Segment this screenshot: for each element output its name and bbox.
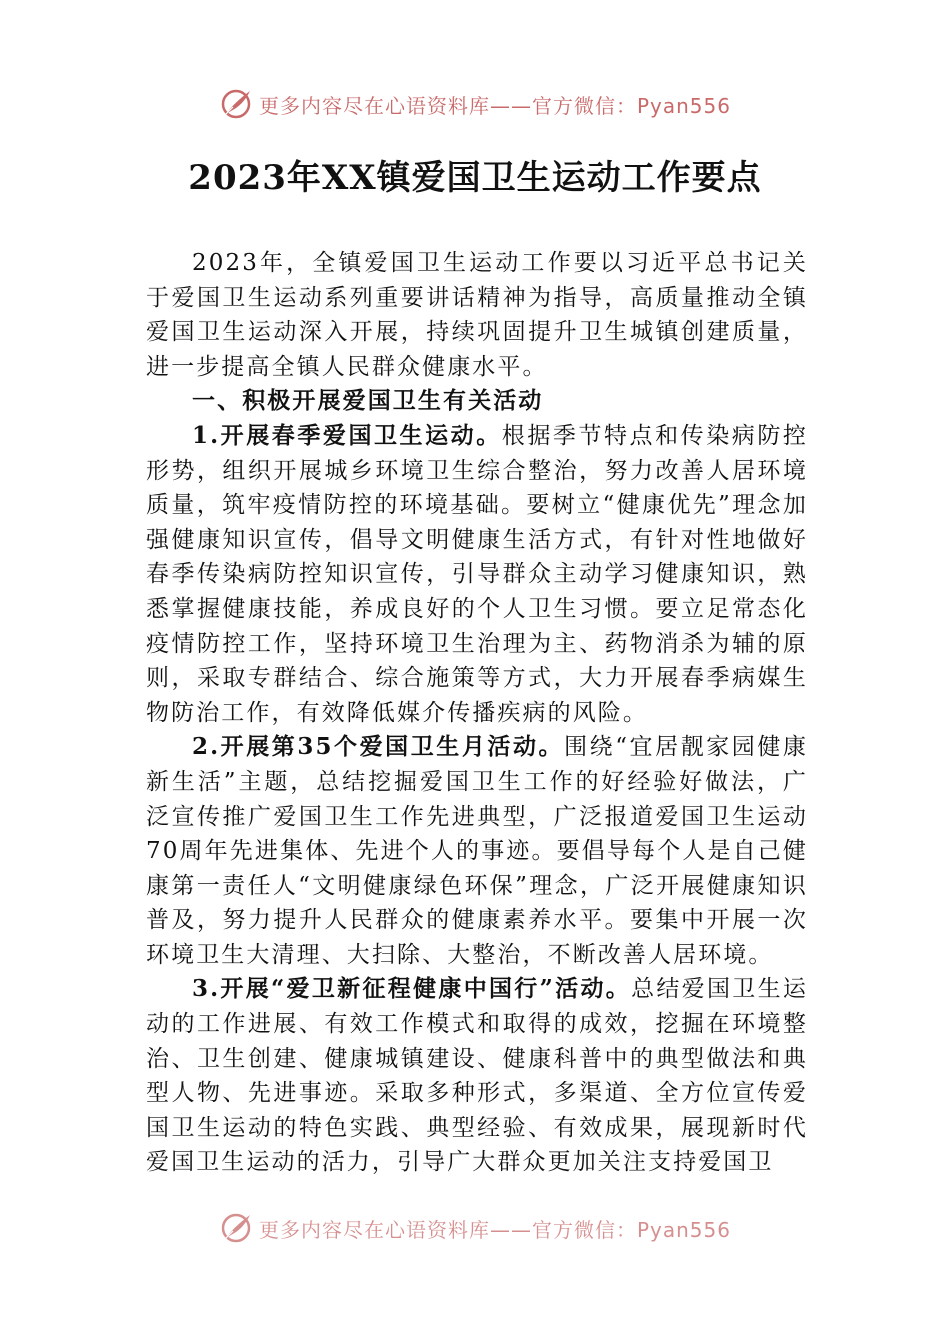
item-lead: 3.开展“爱卫新征程健康中国行”活动。 <box>192 975 632 1003</box>
watermark-text: 更多内容尽在心语资料库——官方微信：Pyan556 <box>258 1217 731 1242</box>
list-item <box>146 972 808 1180</box>
watermark-text: 更多内容尽在心语资料库——官方微信：Pyan556 <box>258 93 731 118</box>
item-lead: 1.开展春季爱国卫生运动。 <box>192 421 502 449</box>
quill-logo-icon <box>219 1211 253 1245</box>
list-item <box>146 419 808 730</box>
item-text: 围绕“宜居靓家园健康新生活”主题，总结挖掘爱国卫生工作的好经验好做法，广泛宣传推广爱国卫生工作先进典型，广泛报道爱国卫生运动70周年先进集体、先进个人的事迹。要倡导每个人是自己健康第一责任人“文明健康绿色环保”理念，广泛开展健康知识普及，努力提升人民群众的健康素养水平。要集中开展一次环境卫生大清理、大扫除、大整治，不断改善人居环境。 <box>146 734 808 968</box>
item-text: 总结爱国卫生运动的工作进展、有效工作模式和取得的成效，挖掘在环境整治、卫生创建、健康城镇建设、健康科普中的典型做法和典型人物、先进事迹。采取多种形式，多渠道、全方位宣传爱国卫生运动的特色实践、典型经验、有效成果，展现新时代爱国卫生运动的活力，引导广大群众更加关注支持爱国卫 <box>146 976 808 1176</box>
document-title: 2023年XX镇爱国卫生运动工作要点 <box>188 158 762 198</box>
item-text: 根据季节特点和传染病防控形势，组织开展城乡环境卫生综合整治，努力改善人居环境质量，筑牢疫情防控的环境基础。要树立“健康优先”理念加强健康知识宣传，倡导文明健康生活方式，有针对性地做好春季传染病防控知识宣传，引导群众主动学习健康知识，熟悉掌握健康技能，养成良好的个人卫生习惯。要立足常态化疫情防控工作，坚持环境卫生治理为主、药物消杀为辅的原则，采取专群结合、综合施策等方式，大力开展春季病媒生物防治工作，有效降低媒介传播疾病的风险。 <box>146 422 808 726</box>
quill-logo-icon <box>219 87 253 121</box>
item-lead: 2.开展第35个爱国卫生月活动。 <box>192 733 565 761</box>
intro-paragraph: 2023年，全镇爱国卫生运动工作要以习近平总书记关于爱国卫生运动系列重要讲话精神为指导，高质量推动全镇爱国卫生运动深入开展，持续巩固提升卫生城镇创建质量，进一步提高全镇人民群众健康水平。 <box>146 250 808 380</box>
watermark-footer <box>0 1208 950 1248</box>
document-body <box>146 246 808 1180</box>
section-heading: 一、积极开展爱国卫生有关活动 <box>192 387 544 415</box>
list-item <box>146 730 808 972</box>
watermark-header <box>0 84 950 124</box>
